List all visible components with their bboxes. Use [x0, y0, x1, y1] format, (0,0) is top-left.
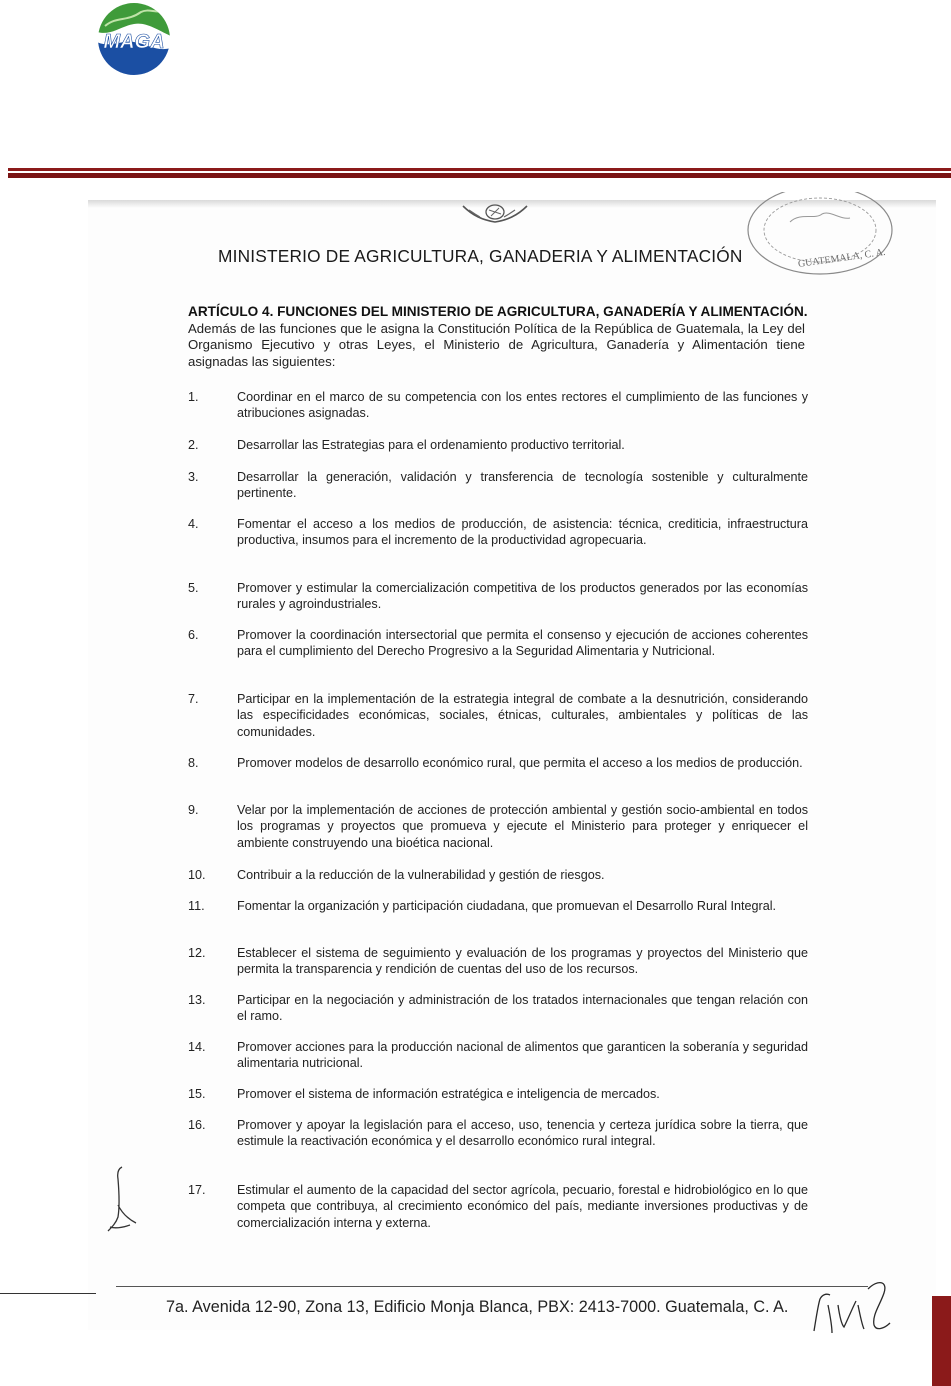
item-text: Participar en la implementación de la estrategia integral de combate a la desnutrición, considerando las especificidades económicas, sociales, étnicas, culturales, ambientales y políticas de las comunidades. — [237, 692, 808, 739]
item-number: 10. — [188, 868, 206, 882]
ministry-heading: MINISTERIO DE AGRICULTURA, GANADERIA Y ALIMENTACIÓN — [218, 246, 743, 266]
item-text: Promover y apoyar la legislación para el acceso, uso, tenencia y certeza jurídica sobre la tierra, que estimule la reactivación económica y el desarrollo económico rural integral. — [237, 1118, 808, 1149]
item-number: 14. — [188, 1040, 206, 1054]
item-number: 7. — [188, 692, 199, 706]
list-item — [188, 898, 808, 914]
item-text: Contribuir a la reducción de la vulnerabilidad y gestión de riesgos. — [237, 868, 605, 882]
stamp-text: GUATEMALA, C. A. — [797, 246, 887, 271]
item-number: 3. — [188, 470, 199, 484]
article-intro: Además de las funciones que le asigna la Constitución Política de la República de Guatemala, la Ley del Organismo Ejecutivo y otras Leyes, el Ministerio de Agricultura, Ganadería y Alimentación tiene asignadas las siguientes: — [188, 321, 805, 369]
list-item — [188, 1182, 808, 1231]
article-title: ARTÍCULO 4. FUNCIONES DEL MINISTERIO DE AGRICULTURA, GANADERÍA Y ALIMENTACIÓN. — [188, 304, 808, 319]
list-item — [188, 1086, 808, 1102]
item-number: 5. — [188, 581, 199, 595]
item-text: Promover el sistema de información estratégica e inteligencia de mercados. — [237, 1087, 660, 1101]
item-number: 2. — [188, 438, 199, 452]
item-number: 15. — [188, 1087, 206, 1101]
list-item — [188, 867, 808, 883]
list-item — [188, 945, 808, 978]
item-number: 12. — [188, 946, 206, 960]
item-number: 17. — [188, 1183, 206, 1197]
header-rule-thick — [8, 173, 951, 178]
list-item — [188, 755, 808, 771]
list-item — [188, 691, 808, 740]
item-text: Establecer el sistema de seguimiento y evaluación de los programas y proyectos del Ministerio que permita la transparencia y rendición de cuentas del uso de los recursos. — [237, 946, 808, 977]
item-number: 1. — [188, 390, 199, 404]
item-text: Estimular el aumento de la capacidad del sector agrícola, pecuario, forestal e hidrobiológico en lo que competa que contribuya, al crecimiento económico del país, mediante inversiones productivas y de comercialización interna y externa. — [237, 1183, 808, 1230]
item-text: Promover modelos de desarrollo económico rural, que permita el acceso a los medios de producción. — [237, 756, 803, 770]
handwritten-signature — [100, 1165, 140, 1237]
handwritten-initials — [808, 1275, 896, 1335]
list-item — [188, 580, 808, 613]
footer-rule — [116, 1286, 868, 1287]
item-text: Coordinar en el marco de su competencia con los entes rectores el cumplimiento de las funciones y atribuciones asignadas. — [237, 390, 808, 421]
list-item — [188, 1117, 808, 1150]
item-number: 16. — [188, 1118, 206, 1132]
list-item — [188, 516, 808, 549]
item-number: 8. — [188, 756, 199, 770]
item-text: Participar en la negociación y administración de los tratados internacionales que tengan relación con el ramo. — [237, 993, 808, 1024]
list-item — [188, 802, 808, 851]
list-item — [188, 389, 808, 422]
list-item — [188, 1039, 808, 1072]
item-number: 9. — [188, 803, 199, 817]
item-number: 6. — [188, 628, 199, 642]
item-text: Promover la coordinación intersectorial que permita el consenso y ejecución de acciones coherentes para el cumplimiento del Derecho Progresivo a la Seguridad Alimentaria y Nutricional. — [237, 628, 808, 659]
maga-logo — [97, 2, 171, 76]
footer-rule-left — [0, 1293, 96, 1294]
item-number: 11. — [188, 899, 205, 913]
item-text: Promover acciones para la producción nacional de alimentos que garanticen la soberanía y seguridad alimentaria nutricional. — [237, 1040, 808, 1071]
page-corner-bar — [932, 1296, 951, 1386]
item-text: Promover y estimular la comercialización competitiva de los productos generados por las economías rurales y agroindustriales. — [237, 581, 808, 612]
header-rule — [8, 168, 951, 171]
item-text: Fomentar la organización y participación ciudadana, que promuevan el Desarrollo Rural Integral. — [237, 899, 777, 913]
item-text: Fomentar el acceso a los medios de producción, de asistencia: técnica, crediticia, infraestructura productiva, insumos para el incremento de la productividad agropecuaria. — [237, 517, 808, 548]
official-stamp — [740, 192, 900, 282]
footer-address: 7a. Avenida 12-90, Zona 13, Edificio Monja Blanca, PBX: 2413-7000. Guatemala, C. A. — [166, 1298, 789, 1316]
item-text: Desarrollar las Estrategias para el ordenamiento productivo territorial. — [237, 438, 625, 452]
logo-text: MAGA — [103, 31, 165, 53]
list-item — [188, 627, 808, 660]
item-number: 4. — [188, 517, 199, 531]
list-item — [188, 437, 808, 453]
item-text: Velar por la implementación de acciones de protección ambiental y gestión socio-ambiental en todos los programas y proyectos que promueva y ejecute el Ministerio para proteger y enriquecer el ambiente construyendo una bioética nacional. — [237, 803, 808, 850]
list-item — [188, 992, 808, 1025]
item-text: Desarrollar la generación, validación y transferencia de tecnología sostenible y culturalmente pertinente. — [237, 470, 808, 501]
coat-of-arms-icon — [455, 200, 535, 228]
list-item — [188, 469, 808, 502]
item-number: 13. — [188, 993, 206, 1007]
